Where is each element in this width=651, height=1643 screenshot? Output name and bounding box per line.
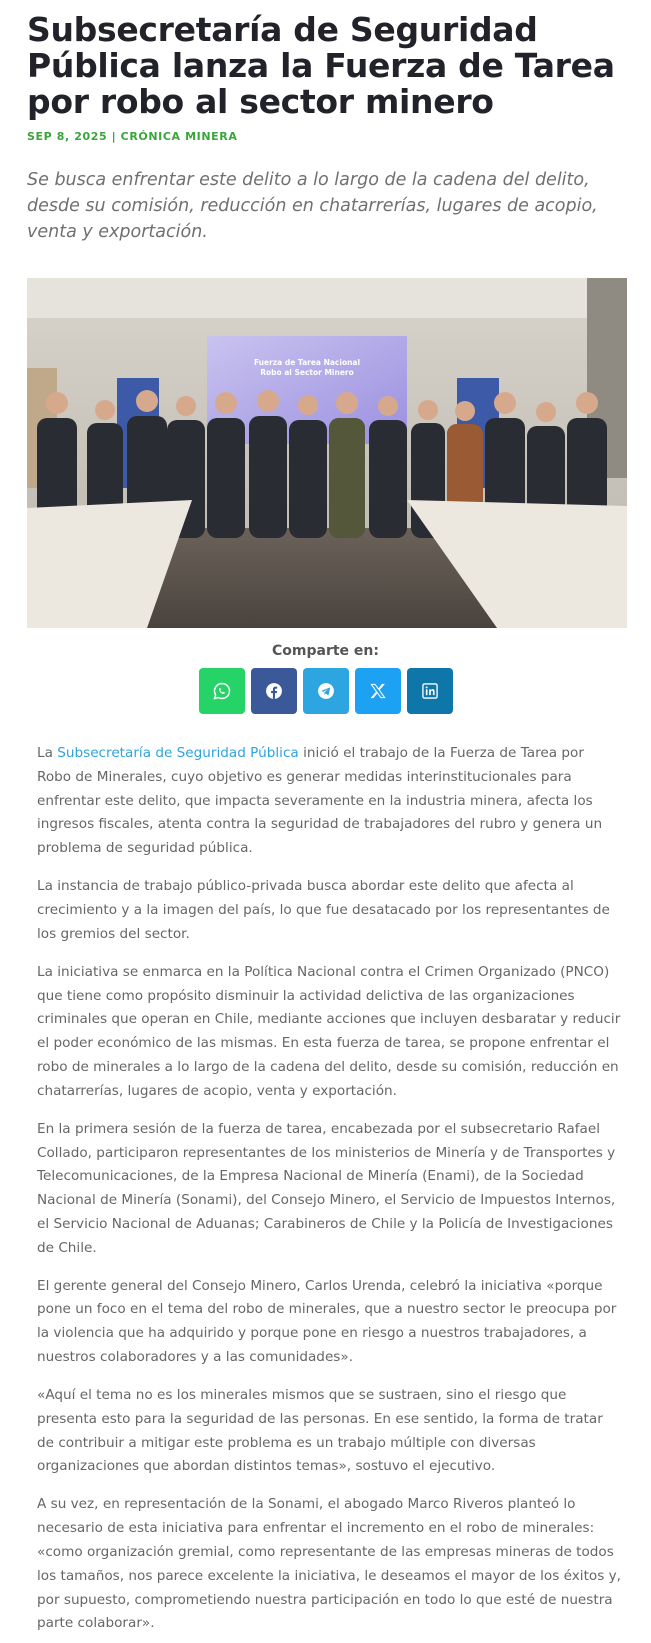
share-x-button[interactable] xyxy=(355,668,401,714)
x-icon xyxy=(368,681,388,701)
paragraph-2: La instancia de trabajo público-privada busca abordar este delito que afecta al crecimiento y a la imagen del país, lo que fue desatacado por los representantes de los gremios del sector. xyxy=(37,878,610,942)
article-meta: SEP 8, 2025 | CRÓNICA MINERA xyxy=(27,130,238,143)
group-photo-illustration xyxy=(27,278,627,628)
share-linkedin-button[interactable] xyxy=(407,668,453,714)
article-lead: Se busca enfrentar este delito a lo largo de la cadena del delito, desde su comisión, reducción en chatarrerías, lugares de acopio, venta y exportación. xyxy=(27,170,598,242)
paragraph-1 xyxy=(37,742,622,861)
share-buttons xyxy=(199,668,453,714)
slide-title-line1: Fuerza de Tarea Nacional xyxy=(253,358,361,367)
paragraph-7: A su vez, en representación de la Sonami, el abogado Marco Riveros planteó lo necesario de esta iniciativa para enfrentar el incremento en el robo de minerales: «como organización gremial, como representante de las empresas mineras de todos los tamaños, nos parece excelente la iniciativa, le deseamos el mayor de los éxitos y, por supuesto, comprometiendo nuestra participación en todo lo que esté de nuestra parte colaborar». xyxy=(37,1496,621,1632)
share-telegram-button[interactable] xyxy=(303,668,349,714)
whatsapp-icon xyxy=(212,681,232,701)
paragraph-1-rest: inició el trabajo de la Fuerza de Tarea por Robo de Minerales, cuyo objetivo es generar medidas interinstitucionales para enfrentar este delito, que impacta severamente en la industria minera, afecta los ingresos fiscales, atenta contra la seguridad de trabajadores del rubro y genera un problema de seguridad pública. xyxy=(37,745,603,857)
paragraph-4: En la primera sesión de la fuerza de tarea, encabezada por el subsecretario Rafael Collado, participaron representantes de los ministerios de Minería y de Transportes y Telecomunicaciones, de la Empresa Nacional de Minería (Enami), de la Sociedad Nacional de Minería (Sonami), del Consejo Minero, el Servicio de Impuestos Internos, el Servicio Nacional de Aduanas; Carabineros de Chile y la Policía de Investigaciones de Chile. xyxy=(37,1120,616,1256)
share-whatsapp-button[interactable] xyxy=(199,668,245,714)
telegram-icon xyxy=(316,681,336,701)
share-facebook-button[interactable] xyxy=(251,668,297,714)
slide-title-line2: Robo al Sector Minero xyxy=(260,368,354,377)
linkedin-icon xyxy=(420,681,440,701)
paragraph-1-prefix: La xyxy=(37,745,58,761)
paragraph-6: «Aquí el tema no es los minerales mismos que se sustraen, sino el riesgo que presenta esto para la seguridad de las personas. En ese sentido, la forma de tratar de contribuir a mitigar este problema es un trabajo múltiple con diversas organizaciones que abordan distintos temas», sostuvo el ejecutivo. xyxy=(37,1387,603,1475)
article-title: Subsecretaría de Seguridad Pública lanza la Fuerza de Tarea por robo al sector minero xyxy=(27,10,615,121)
subsecretaria-link[interactable]: Subsecretaría de Seguridad Pública xyxy=(57,745,299,761)
share-label: Comparte en: xyxy=(272,643,379,659)
article-body xyxy=(37,742,622,1643)
paragraph-3: La iniciativa se enmarca en la Política Nacional contra el Crimen Organizado (PNCO) que tiene como propósito disminuir la actividad delictiva de las organizaciones criminales que operan en Chile, mediante acciones que incluyen desbaratar y reducir el poder económico de las mismas. En esta fuerza de tarea, se propone enfrentar el robo de minerales a lo largo de la cadena del delito, desde su comisión, reducción en chatarrerías, lugares de acopio, venta y exportación. xyxy=(37,963,621,1099)
paragraph-5: El gerente general del Consejo Minero, Carlos Urenda, celebró la iniciativa «porque pone un foco en el tema del robo de minerales, que a nuestro sector le preocupa por la violencia que ha adquirido y porque pone en riesgo a nuestros trabajadores, a nuestros colaboradores y a las comunidades». xyxy=(37,1277,617,1366)
facebook-icon xyxy=(264,681,284,701)
article-photo xyxy=(27,278,627,628)
